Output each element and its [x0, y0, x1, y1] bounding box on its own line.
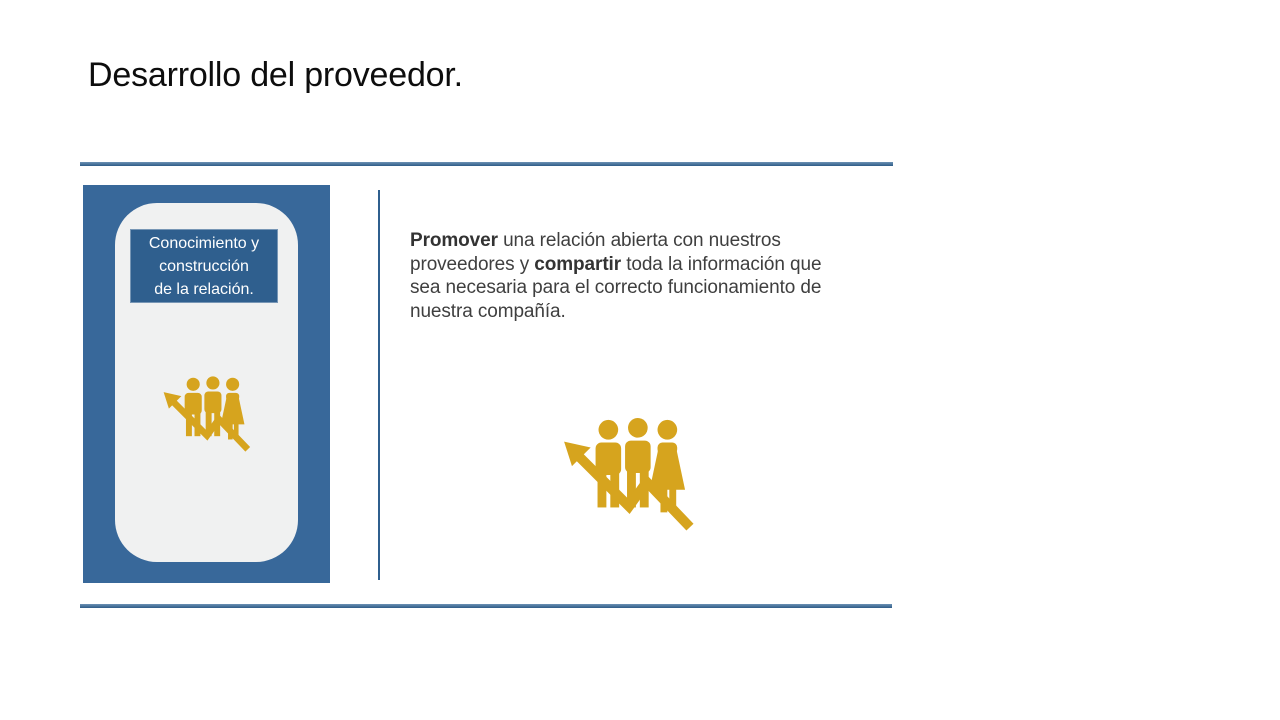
bottom-divider-line: [80, 604, 892, 608]
card-label-line: construcción: [159, 257, 249, 275]
card-label-line: Conocimiento y: [148, 234, 260, 252]
paragraph-text: una relación abierta con nuestros proveedores y: [410, 230, 781, 275]
people-growth-arrow-icon: [161, 375, 253, 454]
paragraph-bold-word: Promover: [410, 230, 498, 251]
paragraph-text: toda la información que sea necesaria para el correcto funcionamiento de nuestra compañía.: [410, 253, 822, 322]
top-divider-line: [80, 162, 893, 166]
left-panel: [83, 185, 330, 583]
slide-title: Desarrollo del proveedor.: [88, 56, 463, 94]
card-label-box: [130, 229, 278, 303]
body-paragraph: [410, 229, 840, 323]
card-label-line: de la relación.: [154, 280, 254, 298]
paragraph-bold-word: compartir: [534, 253, 622, 275]
rounded-card: [115, 203, 298, 562]
vertical-divider-line: [378, 190, 380, 580]
people-growth-arrow-icon: [560, 416, 698, 534]
